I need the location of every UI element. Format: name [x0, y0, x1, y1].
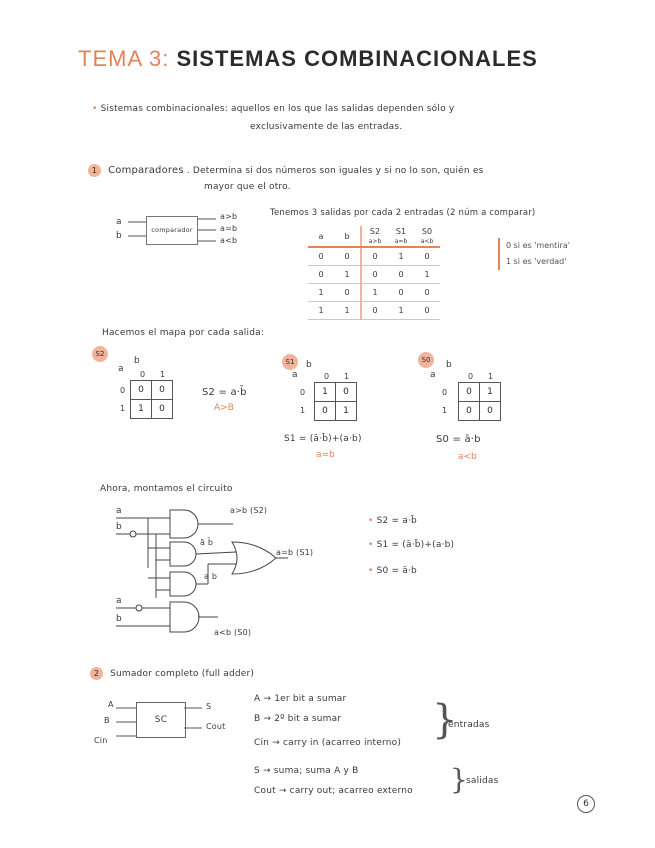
adder-note-3: Cin → carry in (acarreo interno)	[254, 738, 402, 748]
table-row: 0 1 0 0 1	[308, 266, 440, 284]
kmap-cond-s0: a<b	[458, 452, 477, 462]
gate-1-output: a>b (S2)	[230, 506, 268, 515]
kmap-row-var: a	[118, 364, 124, 374]
section-1-heading	[88, 164, 483, 177]
section-1-text-1: . Determina si dos números son iguales y si no lo son, quién es	[186, 166, 484, 176]
brace-icon: }	[450, 763, 468, 796]
kmap-cond-s2: A>B	[214, 403, 234, 413]
page-number: 6	[577, 795, 595, 813]
kmap-row-0: 0	[120, 386, 126, 395]
comparator-box: comparador	[146, 216, 198, 245]
title-main: SISTEMAS COMBINACIONALES	[176, 46, 538, 71]
page-title	[78, 46, 538, 72]
salidas-label: salidas	[466, 776, 499, 786]
adder-note-5: Cout → carry out; acarreo externo	[254, 786, 413, 796]
gate-4-output: a<b (S0)	[214, 628, 252, 637]
circuit-input-a: a	[116, 506, 122, 516]
comparator-out-1: a>b	[220, 212, 238, 221]
comparator-input-a: a	[116, 217, 122, 227]
entradas-label: entradas	[448, 720, 490, 730]
kmap-s1: 1 0 0 1	[314, 382, 357, 421]
table-row: 0 0 0 1 0	[308, 247, 440, 266]
sc-input-a: A	[108, 700, 114, 709]
kmap-col-1: 1	[160, 370, 166, 379]
gate-3-label: a b	[204, 572, 218, 581]
kmap-s0-group	[418, 352, 438, 368]
section-2-title: Sumador completo (full adder)	[110, 669, 255, 679]
section-2-heading	[90, 667, 254, 680]
adder-note-4: S → suma; suma A y B	[254, 766, 359, 776]
th-s2: S2 a>b	[361, 226, 388, 247]
comparator-circuit	[108, 498, 348, 648]
th-s0: S0 a<b	[414, 226, 440, 247]
comparator-out-3: a<b	[220, 236, 238, 245]
truth-table-header	[308, 226, 440, 247]
kmap-expr-s0: S0 = ā·b	[436, 434, 481, 445]
circuit-input-a2: a	[116, 596, 122, 606]
sc-output-cout: Cout	[206, 722, 226, 731]
sc-box: SC	[136, 702, 186, 738]
circuit-eq-2: • S1 = (ā·b̄)+(a·b)	[368, 540, 455, 550]
circuit-caption: Ahora, montamos el circuito	[100, 484, 233, 494]
circuit-eq-1: • S2 = a·b̄	[368, 516, 417, 526]
kmap-row-1: 1	[120, 404, 126, 413]
kmap-col-0: 0	[468, 372, 474, 381]
section-1-title: Comparadores	[108, 165, 184, 176]
title-prefix: TEMA 3	[78, 46, 163, 71]
title-colon: :	[162, 46, 170, 71]
kmap-col-var: b	[306, 360, 312, 370]
bullet-icon: •	[92, 104, 98, 114]
kmap-row-var: a	[430, 370, 436, 380]
kmap-s0: 0 1 0 0	[458, 382, 501, 421]
or-gate-output: a=b (S1)	[276, 548, 314, 557]
comparator-input-b: b	[116, 231, 122, 241]
adder-note-1: A → 1er bit a sumar	[254, 694, 347, 704]
circuit-input-b2: b	[116, 614, 122, 624]
kmap-badge: S2	[92, 346, 108, 362]
maps-caption: Hacemos el mapa por cada salida:	[102, 328, 265, 338]
intro-text-1: Sistemas combinacionales: aquellos en los que las salidas dependen sólo y	[100, 104, 455, 114]
table-row: 1 1 0 1 0	[308, 302, 440, 320]
legend-true: 1 si es 'verdad'	[506, 257, 567, 266]
section-number-badge: 1	[88, 164, 101, 177]
th-s1: S1 a=b	[388, 226, 414, 247]
table-row: 1 0 1 0 0	[308, 284, 440, 302]
kmap-col-var: b	[134, 356, 140, 366]
comparator-out-2: a=b	[220, 224, 238, 233]
kmap-cond-s1: a=b	[316, 450, 335, 460]
section-number-badge: 2	[90, 667, 103, 680]
kmap-s2-group	[92, 346, 112, 362]
kmap-s2: 0 0 1 0	[130, 380, 173, 419]
adder-note-2: B → 2º bit a sumar	[254, 714, 342, 724]
table-caption: Tenemos 3 salidas por cada 2 entradas (2 núm a comparar)	[270, 208, 536, 218]
kmap-s1-group	[282, 354, 302, 370]
kmap-row-0: 0	[442, 388, 448, 397]
kmap-col-1: 1	[488, 372, 494, 381]
gate-2-label: ā b̄	[200, 538, 214, 547]
kmap-row-var: a	[292, 370, 298, 380]
brace-icon: }	[432, 697, 458, 743]
sc-output-s: S	[206, 702, 212, 711]
section-1-text-2: mayor que el otro.	[204, 182, 291, 192]
circuit-eq-3: • S0 = ā·b	[368, 566, 417, 576]
circuit-input-b: b	[116, 522, 122, 532]
legend	[498, 238, 570, 270]
kmap-col-0: 0	[324, 372, 330, 381]
kmap-badge: S0	[418, 352, 434, 368]
th-b: b	[334, 226, 361, 247]
kmap-expr-s2: S2 = a·b̄	[202, 387, 247, 398]
truth-table	[308, 226, 440, 320]
kmap-row-1: 1	[442, 406, 448, 415]
kmap-col-var: b	[446, 360, 452, 370]
kmap-row-1: 1	[300, 406, 306, 415]
kmap-row-0: 0	[300, 388, 306, 397]
kmap-expr-s1: S1 = (ā·b̄)+(a·b)	[284, 434, 362, 444]
intro-line-2: exclusivamente de las entradas.	[250, 122, 403, 132]
intro-line-1	[92, 104, 454, 114]
th-a: a	[308, 226, 334, 247]
sc-input-cin: Cin	[94, 736, 108, 745]
legend-false: 0 si es 'mentira'	[506, 241, 570, 250]
sc-input-b: B	[104, 716, 110, 725]
kmap-badge: S1	[282, 354, 298, 370]
kmap-col-1: 1	[344, 372, 350, 381]
kmap-col-0: 0	[140, 370, 146, 379]
